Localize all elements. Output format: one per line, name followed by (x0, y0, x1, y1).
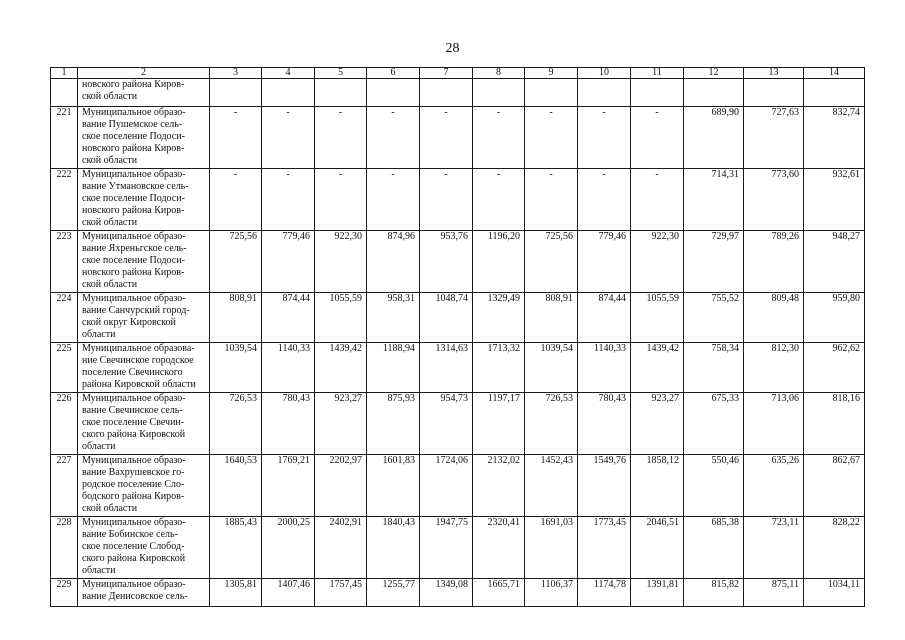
value-cell-col-14: 962,62 (804, 343, 865, 393)
table-row (51, 343, 865, 393)
value-cell-col-3: 808,91 (210, 293, 262, 343)
value-cell-col-3 (210, 79, 262, 107)
value-cell-col-11: 1858,12 (631, 455, 684, 517)
municipality-name-line: ское поселение Подоси- (82, 131, 185, 142)
municipality-name-line: Муниципальное образо- (82, 293, 186, 304)
value-cell-col-14: 832,74 (804, 107, 865, 169)
municipality-name-line: области (82, 565, 116, 576)
municipality-name-line: вание Свечинское сель- (82, 405, 183, 416)
value-cell-col-12: 729,97 (684, 231, 744, 293)
value-cell-col-3: 726,53 (210, 393, 262, 455)
column-number-13: 13 (744, 68, 804, 79)
value-cell-col-11: 1439,42 (631, 343, 684, 393)
municipality-name-line: вание Бобинское сель- (82, 529, 178, 540)
row-number-cell: 224 (51, 293, 78, 343)
municipality-name-line: ского района Кировской (82, 429, 186, 440)
municipality-name-line: новского района Киров- (82, 79, 185, 90)
municipality-name-line: области (82, 441, 116, 452)
municipality-name-cell (78, 343, 210, 393)
municipality-name-line: ние Свечинское городское (82, 355, 194, 366)
value-cell-col-8: - (473, 107, 525, 169)
value-cell-col-13: 812,30 (744, 343, 804, 393)
row-number-cell: 227 (51, 455, 78, 517)
value-cell-col-6: 958,31 (367, 293, 420, 343)
municipality-name-cell (78, 579, 210, 607)
municipality-name-line: вание Утмановское сель- (82, 181, 189, 192)
column-number-11: 11 (631, 68, 684, 79)
value-cell-col-8: 2320,41 (473, 517, 525, 579)
value-cell-col-11: 922,30 (631, 231, 684, 293)
table-row (51, 231, 865, 293)
value-cell-col-9: 1039,54 (525, 343, 578, 393)
value-cell-col-7 (420, 79, 473, 107)
column-number-9: 9 (525, 68, 578, 79)
value-cell-col-6: 1840,43 (367, 517, 420, 579)
municipality-name-line: родское поселение Сло- (82, 479, 185, 490)
value-cell-col-3: 1640,53 (210, 455, 262, 517)
value-cell-col-4: 780,43 (262, 393, 315, 455)
value-cell-col-5: 1439,42 (315, 343, 367, 393)
value-cell-col-14: 959,80 (804, 293, 865, 343)
value-cell-col-9: 808,91 (525, 293, 578, 343)
municipality-name-line: ской округ Кировской (82, 317, 176, 328)
value-cell-col-8: 1713,32 (473, 343, 525, 393)
value-cell-col-14: 828,22 (804, 517, 865, 579)
municipality-name-cell (78, 231, 210, 293)
value-cell-col-12: 714,31 (684, 169, 744, 231)
municipality-name-line: вание Санчурский город- (82, 305, 190, 316)
value-cell-col-12 (684, 79, 744, 107)
value-cell-col-12: 689,90 (684, 107, 744, 169)
value-cell-col-8: 1196,20 (473, 231, 525, 293)
value-cell-col-5 (315, 79, 367, 107)
value-cell-col-11 (631, 79, 684, 107)
value-cell-col-12: 685,38 (684, 517, 744, 579)
municipality-name-line: бодского района Киров- (82, 491, 185, 502)
value-cell-col-7: 954,73 (420, 393, 473, 455)
value-cell-col-6: 1255,77 (367, 579, 420, 607)
value-cell-col-9 (525, 79, 578, 107)
value-cell-col-4: 2000,25 (262, 517, 315, 579)
value-cell-col-7: 1724,06 (420, 455, 473, 517)
value-cell-col-6: 1601,83 (367, 455, 420, 517)
value-cell-col-3: 1039,54 (210, 343, 262, 393)
value-cell-col-9: 1452,43 (525, 455, 578, 517)
value-cell-col-13: 809,48 (744, 293, 804, 343)
value-cell-col-10: - (578, 107, 631, 169)
value-cell-col-13: 789,26 (744, 231, 804, 293)
value-cell-col-10: 1549,76 (578, 455, 631, 517)
value-cell-col-4: 1140,33 (262, 343, 315, 393)
value-cell-col-5: 922,30 (315, 231, 367, 293)
value-cell-col-13 (744, 79, 804, 107)
value-cell-col-5: - (315, 169, 367, 231)
column-number-row (51, 68, 865, 79)
municipality-name-line: ской области (82, 503, 138, 514)
value-cell-col-8: 1329,49 (473, 293, 525, 343)
value-cell-col-7: 1349,08 (420, 579, 473, 607)
page-number: 28 (445, 41, 460, 56)
municipality-name-line: ской области (82, 217, 138, 228)
municipality-name-cell (78, 107, 210, 169)
value-cell-col-14: 948,27 (804, 231, 865, 293)
table-row (51, 579, 865, 607)
column-number-2: 2 (78, 68, 210, 79)
column-number-14: 14 (804, 68, 865, 79)
value-cell-col-6: 1188,94 (367, 343, 420, 393)
value-cell-col-5: - (315, 107, 367, 169)
value-cell-col-13: 727,63 (744, 107, 804, 169)
municipality-name-cell (78, 293, 210, 343)
municipality-name-cell (78, 455, 210, 517)
value-cell-col-13: 713,06 (744, 393, 804, 455)
value-cell-col-13: 723,11 (744, 517, 804, 579)
municipality-name-line: ское поселение Слобод- (82, 541, 185, 552)
table-row (51, 169, 865, 231)
column-number-5: 5 (315, 68, 367, 79)
row-number-cell: 226 (51, 393, 78, 455)
municipality-name-cell (78, 393, 210, 455)
value-cell-col-7: - (420, 107, 473, 169)
row-number-cell: 228 (51, 517, 78, 579)
row-number-cell: 225 (51, 343, 78, 393)
column-number-12: 12 (684, 68, 744, 79)
value-cell-col-11: 1055,59 (631, 293, 684, 343)
row-number-cell: 222 (51, 169, 78, 231)
value-cell-col-4: 779,46 (262, 231, 315, 293)
value-cell-col-9: 725,56 (525, 231, 578, 293)
column-number-10: 10 (578, 68, 631, 79)
value-cell-col-5: 2402,91 (315, 517, 367, 579)
value-cell-col-6: - (367, 107, 420, 169)
column-number-8: 8 (473, 68, 525, 79)
value-cell-col-13: 875,11 (744, 579, 804, 607)
value-cell-col-8: 1665,71 (473, 579, 525, 607)
value-cell-col-11: - (631, 107, 684, 169)
value-cell-col-3: 1885,43 (210, 517, 262, 579)
value-cell-col-14: 818,16 (804, 393, 865, 455)
value-cell-col-10: 1140,33 (578, 343, 631, 393)
column-number-4: 4 (262, 68, 315, 79)
value-cell-col-11: 1391,81 (631, 579, 684, 607)
table-row (51, 107, 865, 169)
municipality-name-line: новского района Киров- (82, 143, 185, 154)
municipality-name-line: вание Пушемское сель- (82, 119, 183, 130)
municipality-name-line: области (82, 329, 116, 340)
row-number-cell: 229 (51, 579, 78, 607)
value-cell-col-7: 1314,63 (420, 343, 473, 393)
value-cell-col-3: 1305,81 (210, 579, 262, 607)
value-cell-col-12: 755,52 (684, 293, 744, 343)
municipality-name-line: вание Яхреньгское сель- (82, 243, 187, 254)
value-cell-col-4: - (262, 169, 315, 231)
value-cell-col-6 (367, 79, 420, 107)
municipality-name-line: Муниципальное образо- (82, 517, 186, 528)
value-cell-col-5: 923,27 (315, 393, 367, 455)
column-number-6: 6 (367, 68, 420, 79)
municipality-name-line: Муниципальное образо- (82, 579, 186, 590)
municipality-name-line: Муниципальное образо- (82, 231, 186, 242)
value-cell-col-3: - (210, 169, 262, 231)
value-cell-col-8: 2132,02 (473, 455, 525, 517)
municipality-name-line: новского района Киров- (82, 205, 185, 216)
municipality-name-line: Муниципальное образо- (82, 107, 186, 118)
value-cell-col-10: 779,46 (578, 231, 631, 293)
municipality-name-line: вание Денисовское сель- (82, 591, 188, 602)
column-number-3: 3 (210, 68, 262, 79)
value-cell-col-9: - (525, 107, 578, 169)
value-cell-col-3: - (210, 107, 262, 169)
value-cell-col-5: 1055,59 (315, 293, 367, 343)
value-cell-col-12: 758,34 (684, 343, 744, 393)
table-row (51, 293, 865, 343)
value-cell-col-7: 1048,74 (420, 293, 473, 343)
value-cell-col-4: 1769,21 (262, 455, 315, 517)
value-cell-col-12: 550,46 (684, 455, 744, 517)
value-cell-col-11: 923,27 (631, 393, 684, 455)
value-cell-col-12: 675,33 (684, 393, 744, 455)
value-cell-col-13: 635,26 (744, 455, 804, 517)
table-row (51, 393, 865, 455)
value-cell-col-6: - (367, 169, 420, 231)
municipality-name-line: ское поселение Подоси- (82, 193, 185, 204)
municipality-name-line: ское поселение Свечин- (82, 417, 185, 428)
municipality-name-line: Муниципальное образо- (82, 455, 186, 466)
row-number-cell: 223 (51, 231, 78, 293)
table-row (51, 517, 865, 579)
value-cell-col-5: 2202,97 (315, 455, 367, 517)
column-number-1: 1 (51, 68, 78, 79)
value-cell-col-11: 2046,51 (631, 517, 684, 579)
municipality-name-line: поселение Свечинского (82, 367, 183, 378)
value-cell-col-10: 1773,45 (578, 517, 631, 579)
value-cell-col-9: 1691,03 (525, 517, 578, 579)
value-cell-col-6: 874,96 (367, 231, 420, 293)
row-number-cell (51, 79, 78, 107)
value-cell-col-10: 780,43 (578, 393, 631, 455)
value-cell-col-12: 815,82 (684, 579, 744, 607)
value-cell-col-8: - (473, 169, 525, 231)
value-cell-col-8 (473, 79, 525, 107)
municipality-name-line: ской области (82, 279, 138, 290)
municipality-name-line: ского района Кировской (82, 553, 186, 564)
value-cell-col-10: 874,44 (578, 293, 631, 343)
value-cell-col-9: 726,53 (525, 393, 578, 455)
value-cell-col-8: 1197,17 (473, 393, 525, 455)
municipality-name-line: района Кировской области (82, 379, 196, 390)
value-cell-col-7: 1947,75 (420, 517, 473, 579)
value-cell-col-5: 1757,45 (315, 579, 367, 607)
value-cell-col-3: 725,56 (210, 231, 262, 293)
table-row (51, 79, 865, 107)
value-cell-col-14: 932,61 (804, 169, 865, 231)
value-cell-col-13: 773,60 (744, 169, 804, 231)
municipality-name-line: Муниципальное образо- (82, 169, 186, 180)
municipality-name-cell (78, 517, 210, 579)
value-cell-col-7: - (420, 169, 473, 231)
value-cell-col-6: 875,93 (367, 393, 420, 455)
value-cell-col-10 (578, 79, 631, 107)
value-cell-col-11: - (631, 169, 684, 231)
municipality-name-cell (78, 169, 210, 231)
value-cell-col-4 (262, 79, 315, 107)
row-number-cell: 221 (51, 107, 78, 169)
data-table (50, 67, 865, 607)
municipality-name-line: новского района Киров- (82, 267, 185, 278)
municipality-name-line: ской области (82, 91, 138, 102)
value-cell-col-4: - (262, 107, 315, 169)
value-cell-col-14 (804, 79, 865, 107)
value-cell-col-10: 1174,78 (578, 579, 631, 607)
municipality-name-cell (78, 79, 210, 107)
column-number-7: 7 (420, 68, 473, 79)
municipality-name-line: ское поселение Подоси- (82, 255, 185, 266)
value-cell-col-14: 1034,11 (804, 579, 865, 607)
municipality-name-line: Муниципальное образо- (82, 393, 186, 404)
municipality-name-line: вание Вахрушевское го- (82, 467, 185, 478)
municipality-name-line: ской области (82, 155, 138, 166)
value-cell-col-9: - (525, 169, 578, 231)
value-cell-col-4: 1407,46 (262, 579, 315, 607)
municipality-name-line: Муниципальное образова- (82, 343, 195, 354)
value-cell-col-7: 953,76 (420, 231, 473, 293)
table-row (51, 455, 865, 517)
value-cell-col-10: - (578, 169, 631, 231)
value-cell-col-9: 1106,37 (525, 579, 578, 607)
value-cell-col-4: 874,44 (262, 293, 315, 343)
value-cell-col-14: 862,67 (804, 455, 865, 517)
